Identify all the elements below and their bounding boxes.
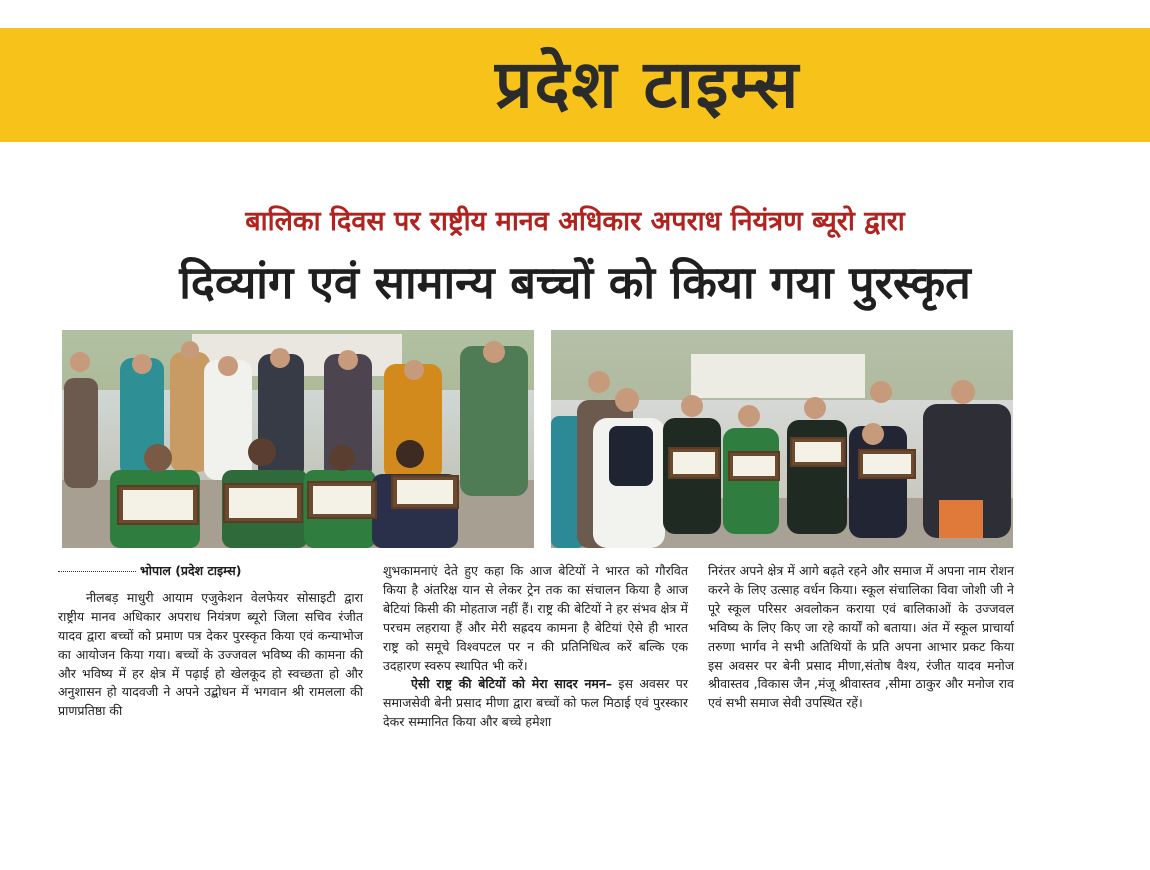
masthead <box>0 28 1150 142</box>
group-photo-right <box>551 330 1013 548</box>
column-1-text: नीलबड़ माधुरी आयाम एजुकेशन वेलफेयर सोसाइटी द्वारा राष्ट्रीय मानव अधिकार अपराध नियंत्रण ब्यूरो जिला सचिव रंजीत यादव द्वारा बच्चों को प्रमाण पत्र देकर पुरस्कृत किया एवं कन्याभोज का आयोजन किया गया। बच्चों के उज्जवल भविष्य की कामना की और भविष्य में हर क्षेत्र में पढ़ाई हो खेलकूद हो स्वच्छता हो और अनुशासन हो यादवजी ने अपने उद्बोधन में भगवान श्री रामलला की प्राणप्रतिष्ठा की <box>58 589 363 719</box>
main-headline: दिव्यांग एवं सामान्य बच्चों को किया गया पुरस्कृत <box>179 256 971 309</box>
column-2-paragraph-2: इस अवसर पर समाजसेवी बेनी प्रसाद मीणा द्वारा बच्चों को फल मिठाई एवं पुरस्कार देकर सम्मानित किया और बच्चे हमेशा <box>383 676 688 730</box>
article-column-2 <box>383 562 688 732</box>
column-2-subhead: ऐसी राष्ट्र की बेटियों को मेरा सादर नमन– <box>411 676 613 692</box>
article-column-3 <box>708 562 1014 713</box>
dateline <box>58 562 363 581</box>
column-2-paragraph-1: शुभकामनाएं देते हुए कहा कि आज बेटियों ने भारत को गौरवित किया है अंतरिक्ष यान से लेकर ट्रेन तक का संचालन किया है आज बेटियां किसी की मोहताज नहीं हैं। राष्ट्र की बेटियों ने हर संभव क्षेत्र में परचम लहराया हैं और मेरी सह्रदय कामना है बेटियां ऐसे ही भारत राष्ट्र को समूचे विश्वपटल पर न की प्रतिनिधित्व करें बल्कि एक उदहारण स्वरुप स्थापित भी करें। <box>383 563 688 673</box>
group-photo-left <box>62 330 534 548</box>
dotted-rule <box>58 571 136 572</box>
article-column-1 <box>58 562 363 721</box>
kicker-heading: बालिका दिवस पर राष्ट्रीय मानव अधिकार अपराध नियंत्रण ब्यूरो द्वारा <box>245 206 905 237</box>
dateline-text: भोपाल (प्रदेश टाइम्स) <box>140 563 242 578</box>
newspaper-title: प्रदेश टाइम्स <box>495 46 801 123</box>
column-3-text: निरंतर अपने क्षेत्र में आगे बढ़ते रहने और समाज में अपना नाम रोशन करने के लिए उत्साह वर्धन किया। स्कूल संचालिका विवा जोशी जी ने पूरे स्कूल परिसर अवलोकन कराया एवं बालिकाओं के उज्जवल भविष्य के लिए किए जा रहे कार्यों को बताया। अंत में स्कूल प्राचार्या तरुणा भार्गव ने सभी अतिथियों के प्रति अपना आभार प्रकट किया इस अवसर पर बेनी प्रसाद मीणा,संतोष वैश्य, रंजीत यादव मनोज श्रीवास्तव ,विकास जैन ,मंजू श्रीवास्तव ,सीमा ठाकुर और मनोज राव एवं सभी समाज सेवी उपस्थित रहें। <box>708 563 1014 711</box>
